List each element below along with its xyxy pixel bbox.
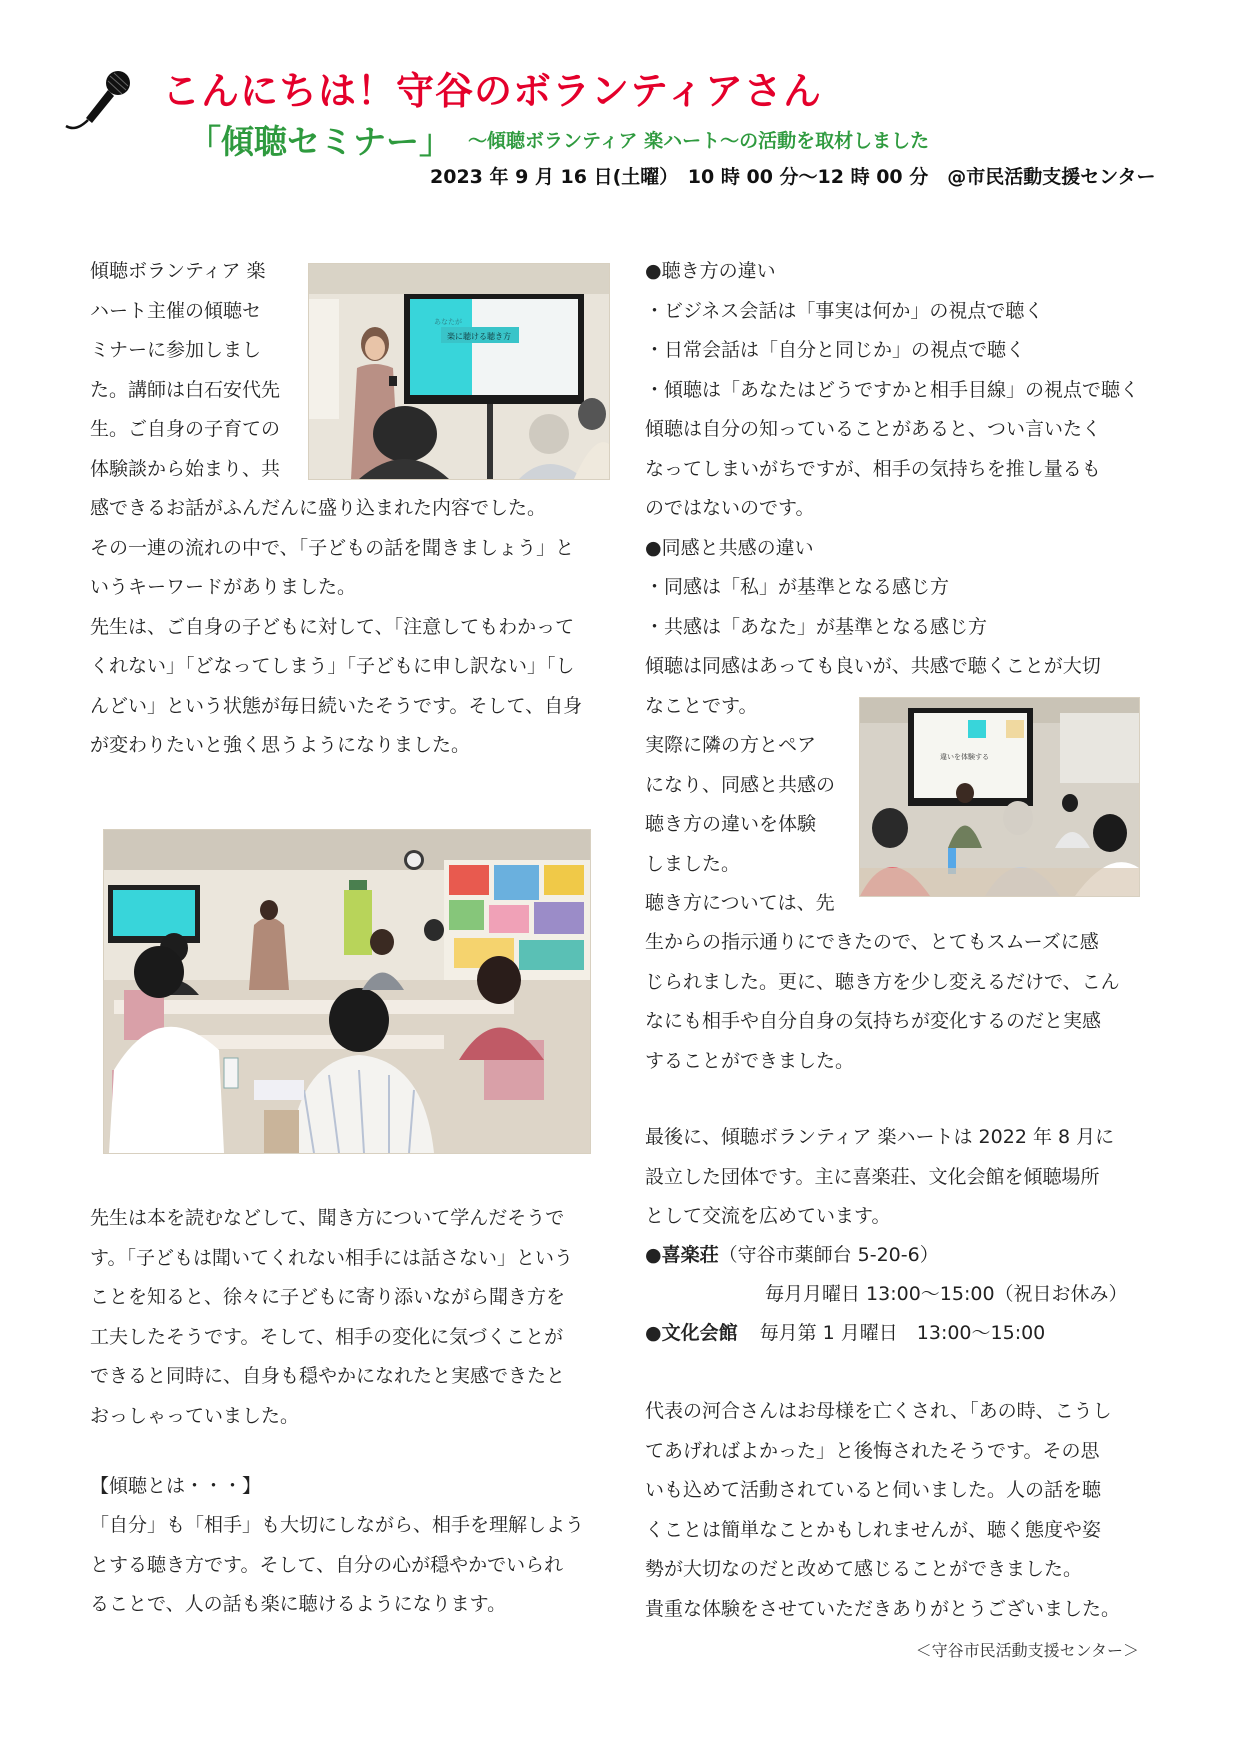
seminar-subtitle: ～傾聴ボランティア 楽ハート～の活動を取材しました [468, 130, 930, 152]
intro-rest-line: いうキーワードがありました。 [90, 576, 357, 598]
location-kirakuso-address: （守谷市薬師台 5-20-6） [718, 1244, 939, 1266]
exercise-rest-line: じられました。更に、聴き方を少し変えるだけで、こん [645, 970, 1120, 993]
event-dateline: 2023 年 9 月 16 日(土曜） 10 時 00 分～12 時 00 分 @市民活動支援センター [430, 166, 1156, 188]
differences-line: なことです。 [645, 694, 758, 717]
closing-line: 代表の河合さんはお母様を亡くされ、「あの時、こうし [645, 1400, 1112, 1422]
keicho-line: 「自分」も「相手」も大切にしながら、相手を理解しよう [90, 1514, 585, 1536]
keicho-line: ることで、人の話も楽に聴けるようになります。 [90, 1593, 507, 1615]
study-line: す。「子どもは聞いてくれない相手には話さない」という [90, 1246, 573, 1269]
location-bunka-time: 毎月第 1 月曜日 13:00～15:00 [759, 1322, 1046, 1344]
differences-line: ●聴き方の違い [645, 260, 776, 282]
differences-line: 傾聴は同感はあっても良いが、共感で聴くことが大切 [645, 655, 1101, 677]
page-title: こんにちは！守谷のボランティアさん [162, 69, 822, 113]
differences-line: ●同感と共感の違い [645, 536, 814, 559]
slide1-line2: 楽に聴ける聴き方 [447, 332, 511, 341]
intro-rest-line: その一連の流れの中で、「子どもの話を聞きましょう」と [90, 536, 575, 559]
slide2-text: 違いを体験する [940, 753, 989, 761]
intro-line: ハート主催の傾聴セ [90, 299, 262, 322]
study-line: おっしゃっていました。 [90, 1404, 300, 1427]
credit-line: ＜守谷市民活動支援センター＞ [915, 1641, 1139, 1660]
closing-line: 勢が大切なのだと改めて感じることができました。 [645, 1558, 1083, 1580]
differences-line: ・ビジネス会話は「事実は何か」の視点で聴く [645, 299, 1044, 322]
exercise-line: 実際に隣の方とペア [645, 734, 817, 756]
exercise-rest-line: することができました。 [645, 1049, 855, 1072]
exercise-rest-line: 生からの指示通りにできたので、とてもスムーズに感 [645, 931, 1099, 953]
differences-line: ・共感は「あなた」が基準となる感じ方 [645, 615, 988, 638]
keicho-heading: 【傾聴とは・・・】 [90, 1475, 262, 1497]
pair-exercise-narrow [645, 726, 1165, 924]
seminar-title: 「傾聴セミナー」 [188, 122, 452, 161]
closing-paragraph [645, 1392, 1165, 1629]
study-line: 工夫したそうです。そして、相手の変化に気づくことが [90, 1325, 564, 1348]
intro-rest-line: 先生は、ご自身の子どもに対して、「注意してもわかって [90, 615, 575, 638]
pair-exercise-rest [645, 923, 1165, 1081]
exercise-rest-line: なにも相手や自分自身の気持ちが変化するのだと実感 [645, 1010, 1102, 1032]
differences-line: ・同感は「私」が基準となる感じ方 [645, 576, 950, 598]
photo-seminar-room [103, 829, 591, 1154]
study-paragraph [90, 1199, 610, 1436]
exercise-line: 聴き方については、先 [645, 892, 835, 914]
location-bunka-name: ●文化会館 [645, 1322, 738, 1344]
intro-line: ミナーに参加しまし [90, 339, 262, 361]
closing-line: 貴重な体験をさせていただきありがとうございました。 [645, 1597, 1121, 1620]
keicho-definition [90, 1506, 610, 1625]
intro-paragraph-rest [90, 489, 610, 766]
intro-narrow-paragraph [90, 252, 610, 489]
study-line: 先生は本を読むなどして、聞き方について学んだそうで [90, 1207, 565, 1229]
exercise-line: 聴き方の違いを体験 [645, 813, 817, 835]
study-line: ことを知ると、徐々に子どもに寄り添いながら聞き方を [90, 1286, 566, 1308]
location-kirakuso [645, 1236, 939, 1276]
intro-line: 生。ご自身の子育ての [90, 418, 281, 440]
intro-rest-line: 感できるお話がふんだんに盛り込まれた内容でした。 [90, 497, 547, 519]
intro-line: た。講師は白石安代先 [90, 378, 281, 401]
listening-differences [645, 252, 1165, 726]
group-line: 最後に、傾聴ボランティア 楽ハートは 2022 年 8 月に [645, 1126, 1115, 1148]
intro-line: 傾聴ボランティア 楽 [90, 260, 266, 282]
location-kirakuso-name: ●喜楽荘 [645, 1244, 719, 1266]
study-line: できると同時に、自身も穏やかになれたと実感できたと [90, 1365, 566, 1387]
differences-line: 傾聴は自分の知っていることがあると、つい言いたく [645, 418, 1102, 440]
exercise-line: しました。 [645, 852, 741, 875]
group-intro [645, 1118, 1165, 1237]
location-kirakuso-time: 毎月月曜日 13:00～15:00（祝日お休み） [765, 1283, 1128, 1305]
differences-line: なってしまいがちですが、相手の気持ちを推し量るも [645, 457, 1101, 480]
intro-rest-line: が変わりたいと強く思うようになりました。 [90, 734, 471, 756]
differences-line: のではないのです。 [645, 497, 815, 519]
slide1-line1: あなたが [434, 318, 462, 326]
closing-line: てあげればよかった」と後悔されたそうです。その思 [645, 1439, 1100, 1462]
intro-rest-line: んどい」という状態が毎日続いたそうです。そして、自身 [90, 694, 583, 717]
exercise-line: になり、同感と共感の [645, 773, 836, 796]
intro-line: 体験談から始まり、共 [90, 457, 281, 480]
location-bunka-kaikan [645, 1314, 1045, 1354]
keicho-line: とする聴き方です。そして、自分の心が穏やかでいられ [90, 1553, 564, 1576]
intro-rest-line: くれない」「どなってしまう」「子どもに申し訳ない」「し [90, 655, 575, 677]
closing-line: いも込めて活動されていると伺いました。人の話を聴 [645, 1479, 1102, 1501]
microphone-icon [62, 66, 136, 138]
closing-line: くことは簡単なことかもしれませんが、聴く態度や姿 [645, 1518, 1102, 1541]
differences-line: ・日常会話は「自分と同じか」の視点で聴く [645, 339, 1026, 361]
group-line: 設立した団体です。主に喜楽荘、文化会館を傾聴場所 [645, 1165, 1100, 1188]
group-line: として交流を広めています。 [645, 1205, 891, 1227]
differences-line: ・傾聴は「あなたはどうですかと相手目線」の視点で聴く [645, 378, 1140, 401]
